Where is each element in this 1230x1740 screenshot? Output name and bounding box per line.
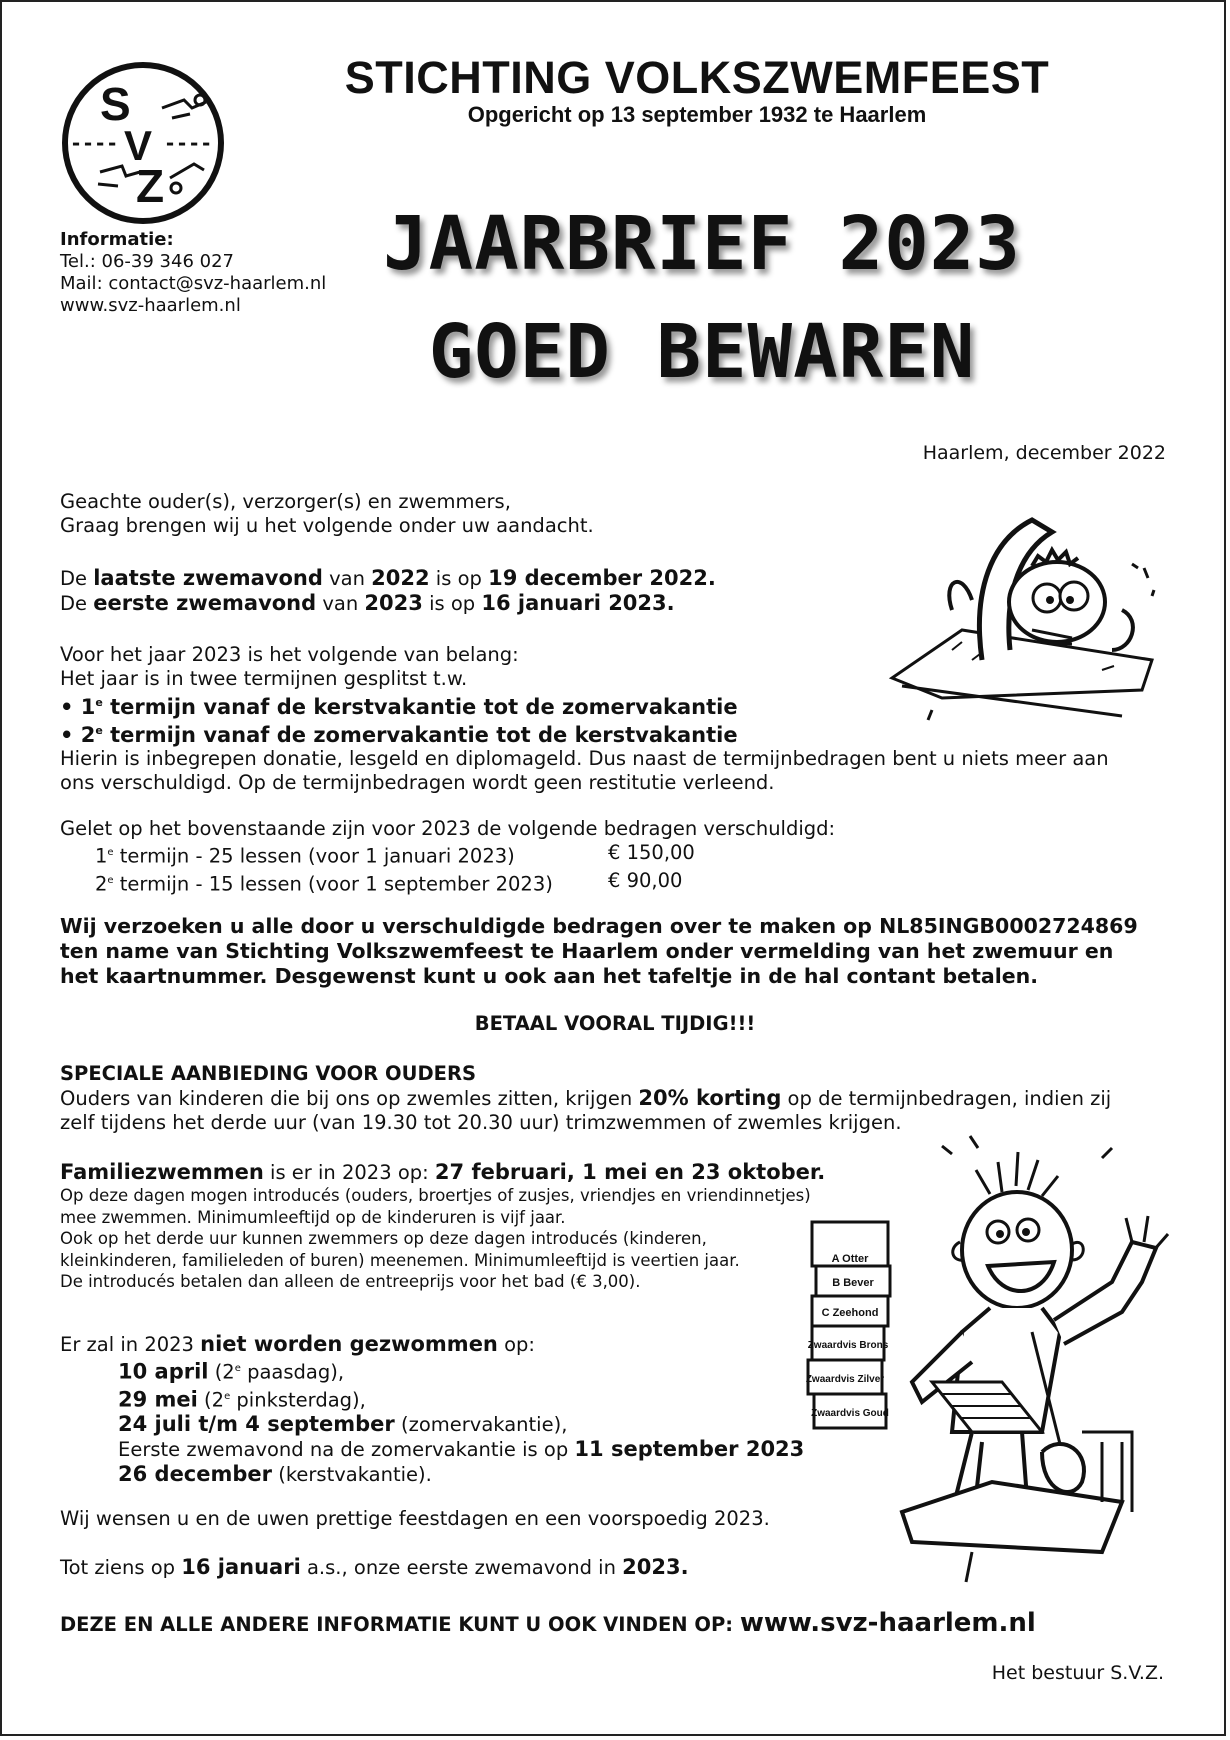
svg-text:Z: Z: [136, 160, 165, 212]
svz-logo: [60, 60, 226, 226]
terms-note-2: ons verschuldigd. Op de termijnbedragen wordt geen restitutie verleend.: [60, 771, 775, 794]
svg-text:----: ----: [70, 131, 119, 155]
info-web: www.svz-haarlem.nl: [60, 295, 241, 316]
term-2-bullet: • 2e termijn vanaf de zomervakantie tot de kerstvakantie: [60, 723, 738, 747]
terms-intro-2: Het jaar is in twee termijnen gesplitst t.w.: [60, 667, 468, 690]
terms-intro-1: Voor het jaar 2023 is het volgende van belang:: [60, 643, 519, 666]
svg-text:V: V: [124, 122, 153, 169]
organization-name: STICHTING VOLKSZWEMFEEST: [344, 52, 1050, 103]
holiday-wishes: Wij wensen u en de uwen prettige feestdagen en een voorspoedig 2023.: [60, 1507, 770, 1530]
badge-zwaardvis-goud: Zwaardvis Goud: [811, 1408, 889, 1419]
family-line-5: De introducés betalen dan alleen de entreeprijs voor het bad (€ 3,00).: [60, 1272, 641, 1291]
amounts-section: [60, 817, 960, 896]
closed-date-5: 26 december (kerstvakantie).: [118, 1462, 432, 1486]
offer-line-2: zelf tijdens het derde uur (van 19.30 tot 20.30 uur) trimzwemmen of zwemles krijgen.: [60, 1111, 902, 1134]
svg-text:----: ----: [164, 131, 213, 155]
closed-date-3: 24 juli t/m 4 september (zomervakantie),: [118, 1412, 568, 1436]
no-swimming-dates: [60, 1332, 804, 1487]
date-line: Haarlem, december 2022: [922, 442, 1166, 464]
badge-b-bever: B Bever: [832, 1277, 874, 1289]
badge-c-zeehond: C Zeehond: [821, 1307, 879, 1319]
signature: Het bestuur S.V.Z.: [991, 1662, 1164, 1684]
closed-date-2: 29 mei (2e pinksterdag),: [118, 1387, 366, 1411]
terms-section: [60, 643, 1170, 795]
badge-a-otter: A Otter: [831, 1253, 869, 1265]
closed-intro: Er zal in 2023 niet worden gezwommen op:: [60, 1332, 535, 1356]
greeting: [60, 490, 594, 538]
family-swimming: [60, 1160, 825, 1293]
banner-title: JAARBRIEF 2023: [383, 201, 1021, 287]
info-tel: Tel.: 06-39 346 027: [60, 251, 234, 272]
terms-note-1: Hierin is inbegrepen donatie, lesgeld en diplomageld. Dus naast de termijnbedragen bent u niets meer aan: [60, 747, 1109, 770]
greeting-line-1: Geachte ouder(s), verzorger(s) en zwemmers,: [60, 490, 511, 513]
svg-text:S: S: [100, 78, 131, 130]
offer-heading: SPECIALE AANBIEDING VOOR OUDERS: [60, 1062, 477, 1085]
first-swim-evening: De eerste zwemavond van 2023 is op 16 januari 2023.: [60, 591, 675, 615]
website-link[interactable]: www.svz-haarlem.nl: [739, 1608, 1036, 1638]
payment-line-3: het kaartnummer. Desgewenst kunt u ook aan het tafeltje in de hal contant betalen.: [60, 964, 1039, 988]
family-line-3: Ook op het derde uur kunnen zwemmers op deze dagen introducés (kinderen,: [60, 1229, 707, 1248]
closed-date-1: 10 april (2e paasdag),: [118, 1359, 345, 1384]
info-heading: Informatie:: [60, 229, 174, 250]
family-line-2: mee zwemmen. Minimumleeftijd op de kinderuren is vijf jaar.: [60, 1207, 566, 1227]
contact-info: [60, 229, 326, 317]
payment-line-2: ten name van Stichting Volkszwemfeest te Haarlem onder vermelding van het zwemuur en: [60, 939, 1114, 963]
badge-zwaardvis-zilver: Zwaardvis Zilver: [805, 1374, 885, 1385]
amount-row-2: 2e termijn - 15 lessen (voor 1 september 2023) € 90,00: [95, 868, 683, 895]
see-you-line: Tot ziens op 16 januari a.s., onze eerste zwemavond in 2023.: [60, 1555, 689, 1579]
swim-dates: [60, 566, 716, 616]
family-line-4: kleinkinderen, familieleden of buren) meenemen. Minimumleeftijd is veertien jaar.: [60, 1250, 740, 1270]
banner-subtitle: GOED BEWAREN: [428, 309, 976, 395]
last-swim-evening: De laatste zwemavond van 2022 is op 19 december 2022.: [60, 566, 716, 590]
footer-info: DEZE EN ALLE ANDERE INFORMATIE KUNT U OOK VINDEN OP: www.svz-haarlem.nl: [60, 1608, 1036, 1638]
greeting-line-2: Graag brengen wij u het volgende onder uw aandacht.: [60, 514, 594, 537]
founded-line: Opgericht op 13 september 1932 te Haarlem: [467, 102, 927, 127]
family-title: Familiezwemmen is er in 2023 op: 27 februari, 1 mei en 23 oktober.: [60, 1160, 826, 1184]
parents-offer: [60, 1062, 1180, 1135]
amount-row-1: 1e termijn - 25 lessen (voor 1 januari 2023) € 150,00: [95, 841, 695, 868]
cheering-kid-illustration: [802, 1132, 1182, 1592]
payment-instructions: [60, 914, 1138, 989]
pay-on-time-notice: BETAAL VOORAL TIJDIG!!!: [474, 1012, 756, 1035]
payment-line-1: Wij verzoeken u alle door u verschuldigde bedragen over te maken op NL85INGB0002724869: [60, 914, 1138, 938]
closed-date-4: Eerste zwemavond na de zomervakantie is op 11 september 2023: [118, 1437, 805, 1461]
badge-zwaardvis-brons: Zwaardvis Brons: [807, 1340, 889, 1351]
term-1-bullet: • 1e termijn vanaf de kerstvakantie tot de zomervakantie: [60, 695, 738, 719]
info-mail: Mail: contact@svz-haarlem.nl: [60, 273, 327, 294]
offer-line-1: Ouders van kinderen die bij ons op zwemles zitten, krijgen 20% korting op de termijnbedragen, indien zij: [60, 1086, 1112, 1110]
family-line-1: Op deze dagen mogen introducés (ouders, broertjes of zusjes, vriendjes en vriendinnetjes): [60, 1186, 811, 1205]
amounts-intro: Gelet op het bovenstaande zijn voor 2023 de volgende bedragen verschuldigd:: [60, 817, 836, 840]
